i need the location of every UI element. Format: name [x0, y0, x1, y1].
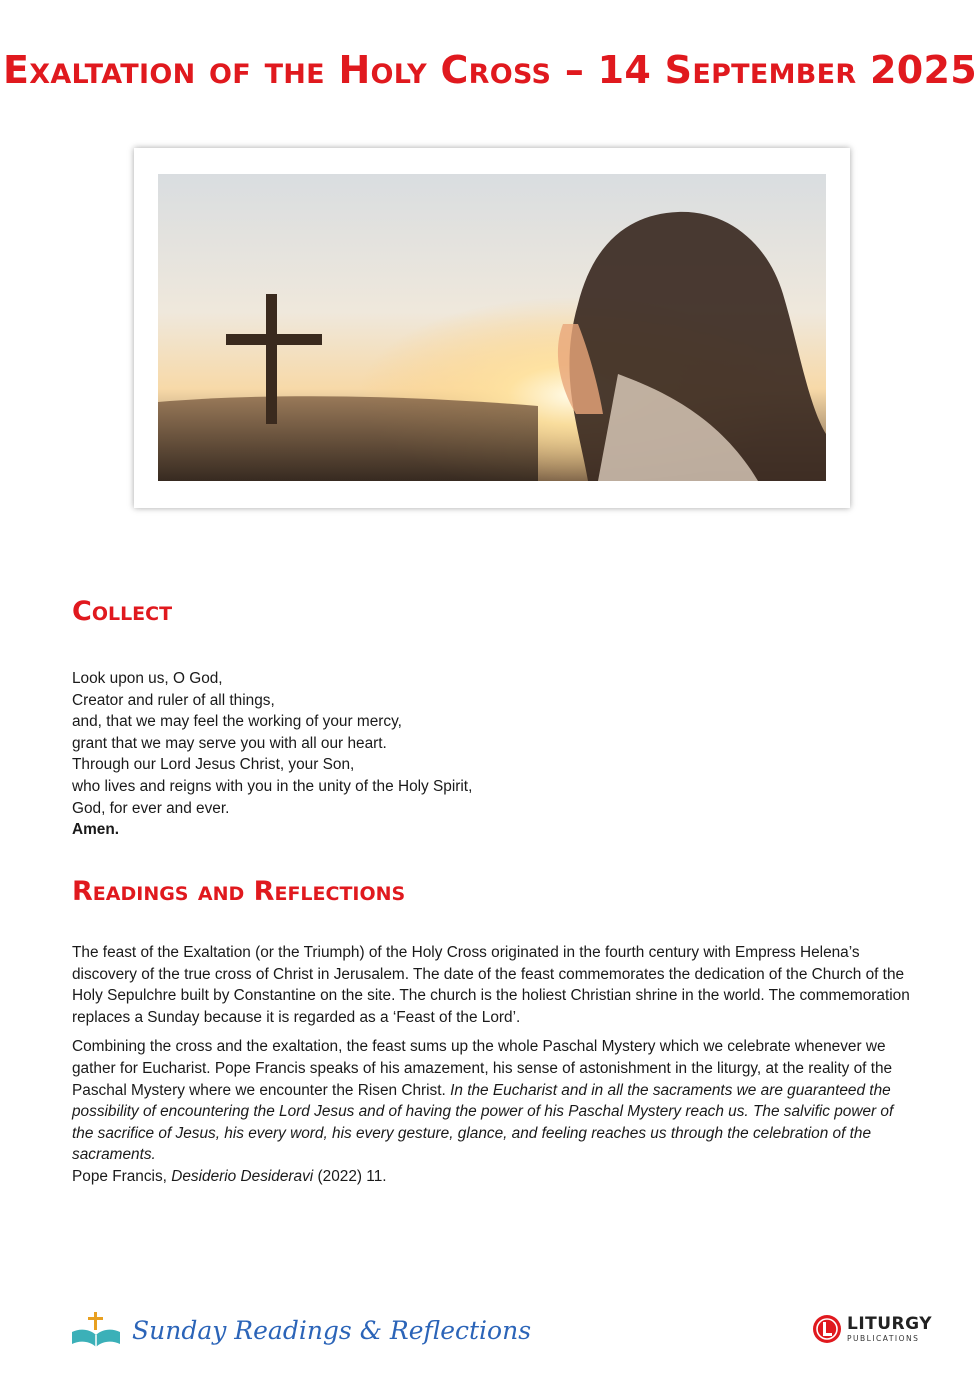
pope-francis-quote: In the Eucharist and in all the sacraments we are guaranteed the possibility of encountering the Lord Jesus and of having the power of his Paschal Mystery reach us. The salvific power of the sacrifice of Jesus, his every word, his every gesture, glance, and feeling reaches us through the celebration of the sacraments. — [72, 1081, 894, 1164]
footer-logo — [812, 1314, 932, 1344]
readings-paragraph-2 — [72, 1036, 912, 1187]
collect-line: and, that we may feel the working of your mercy, — [72, 713, 402, 731]
collect-line: grant that we may serve you with all our heart. — [72, 734, 387, 752]
collect-amen: Amen. — [72, 821, 120, 839]
readings-paragraph-2-text: Combining the cross and the exaltation, the feast sums up the whole Paschal Mystery which we celebrate whenever we gather for Eucharist. Pope Francis speaks of his amazement, his sense of astonishment in the liturgy, at the reality of the Paschal Mystery where we encounter the Risen Christ. — [72, 1038, 893, 1099]
logo-line-1: LITURGY — [847, 1313, 933, 1334]
collect-line: God, for ever and ever. — [72, 799, 230, 817]
collect-line: Through our Lord Jesus Christ, your Son, — [72, 756, 355, 774]
collect-line: Look upon us, O God, — [72, 670, 223, 687]
citation-rest: (2022) 11. — [313, 1167, 387, 1185]
page-title: Exaltation of the Holy Cross – 14 September 2025 — [2, 48, 978, 92]
collect-prayer — [72, 668, 872, 841]
readings-paragraph-1: The feast of the Exaltation (or the Triumph) of the Holy Cross originated in the fourth century with Empress Helena’s discovery of the true cross of Christ in Jerusalem. The date of the feast commemorates the dedication of the Church of the Holy Sepulchre built by Constantine on the site. The church is the holiest Christian shrine in the world. The commemoration replaces a Sunday because it is regarded as a ‘Feast of the Lord’. — [72, 944, 910, 1026]
readings-heading: Readings and Reflections — [72, 876, 406, 907]
liturgy-seal-icon — [812, 1314, 842, 1344]
logo-line-2: PUBLICATIONS — [847, 1333, 920, 1343]
feature-photo-frame — [134, 148, 850, 508]
collect-line: who lives and reigns with you in the unity of the Holy Spirit, — [72, 777, 473, 795]
footer-brand — [70, 1308, 531, 1352]
collect-line: Creator and ruler of all things, — [72, 691, 275, 709]
citation-author: Pope Francis, — [72, 1167, 172, 1185]
footer-brand-text: Sunday Readings & Reflections — [132, 1315, 532, 1345]
readings-body — [72, 942, 912, 1196]
collect-heading: Collect — [72, 596, 173, 627]
citation-title: Desiderio Desideravi — [171, 1167, 314, 1185]
praying-woman-cross-sunset-photo — [158, 174, 826, 481]
open-book-cross-icon — [70, 1310, 122, 1350]
